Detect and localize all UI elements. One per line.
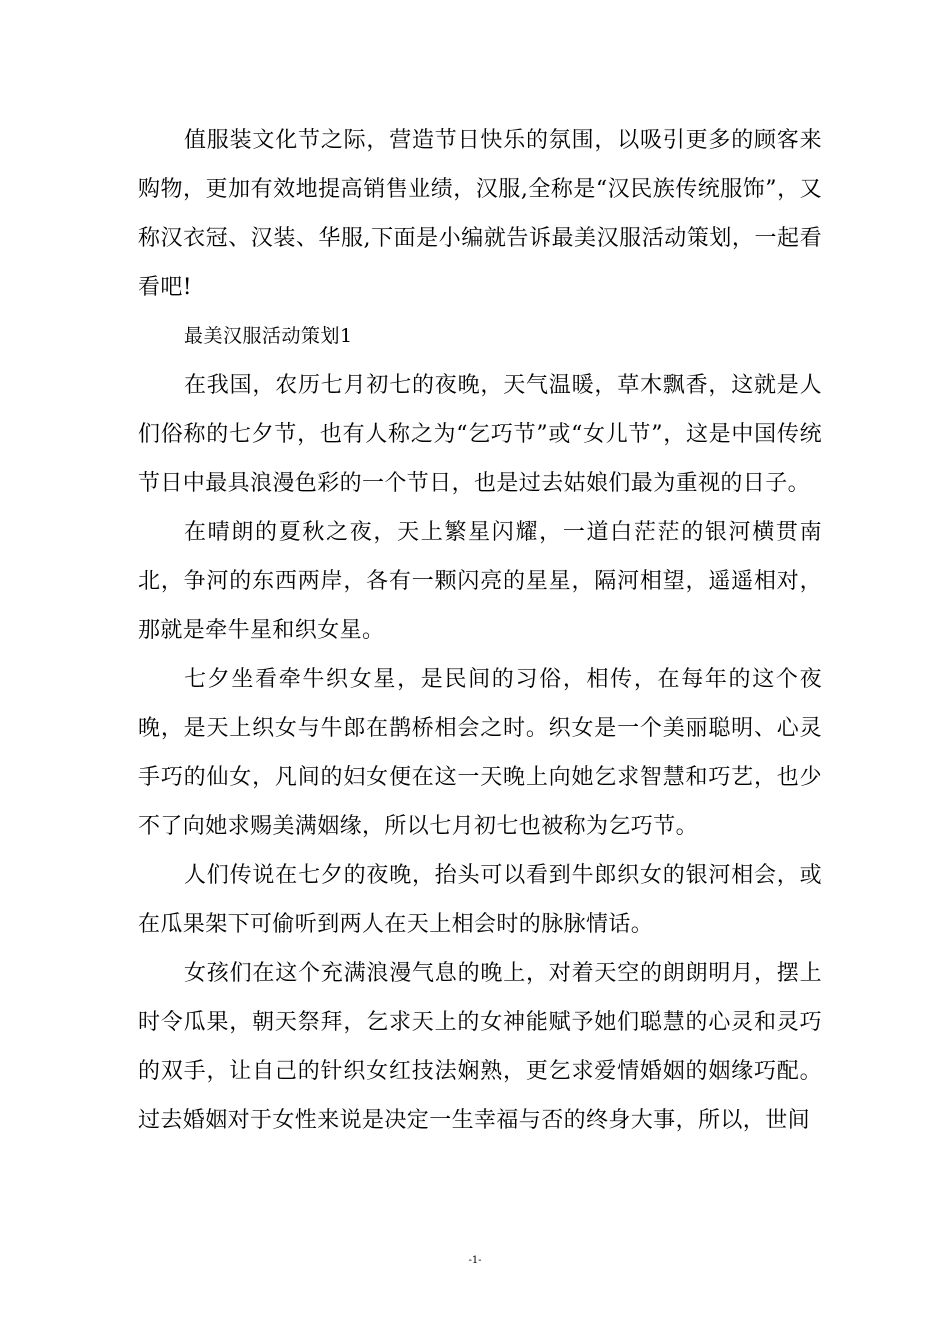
paragraph-qixi-intro: 在我国，农历七月初七的夜晚，天气温暖，草木飘香，这就是人们俗称的七夕节，也有人称之为“乞巧节”或“女儿节”，这是中国传统节日中最具浪漫色彩的一个节日，也是过去姑娘们最为重视的日子。 <box>138 373 822 496</box>
intro-paragraph: 值服装文化节之际，营造节日快乐的氛围，以吸引更多的顾客来购物，更加有效地提高销售业绩，汉服,全称是“汉民族传统服饰”，又称汉衣冠、汉装、华服,下面是小编就告诉最美汉服活动策划，一起看看吧! <box>138 128 822 300</box>
paragraph-milky-way: 在晴朗的夏秋之夜，天上繁星闪耀，一道白茫茫的银河横贯南北，争河的东西两岸，各有一颗闪亮的星星，隔河相望，遥遥相对，那就是牵牛星和织女星。 <box>138 520 822 643</box>
document-body <box>138 116 822 1145</box>
page-number: -1- <box>468 1255 482 1266</box>
paragraph-girls: 女孩们在这个充满浪漫气息的晚上，对着天空的朗朗明月，摆上时令瓜果，朝天祭拜，乞求天上的女神能赋予她们聪慧的心灵和灵巧的双手，让自己的针织女红技法娴熟，更乞求爱情婚姻的姻缘巧配。过去婚姻对于女性来说是决定一生幸福与否的终身大事，所以，世间 <box>138 961 822 1133</box>
section-heading: 最美汉服活动策划1 <box>184 325 353 347</box>
paragraph-custom: 七夕坐看牵牛织女星，是民间的习俗，相传，在每年的这个夜晚，是天上织女与牛郎在鹊桥相会之时。织女是一个美丽聪明、心灵手巧的仙女，凡间的妇女便在这一天晚上向她乞求智慧和巧艺，也少不了向她求赐美满姻缘，所以七月初七也被称为乞巧节。 <box>138 667 822 839</box>
paragraph-legend: 人们传说在七夕的夜晚，抬头可以看到牛郎织女的银河相会，或在瓜果架下可偷听到两人在天上相会时的脉脉情话。 <box>138 863 822 937</box>
